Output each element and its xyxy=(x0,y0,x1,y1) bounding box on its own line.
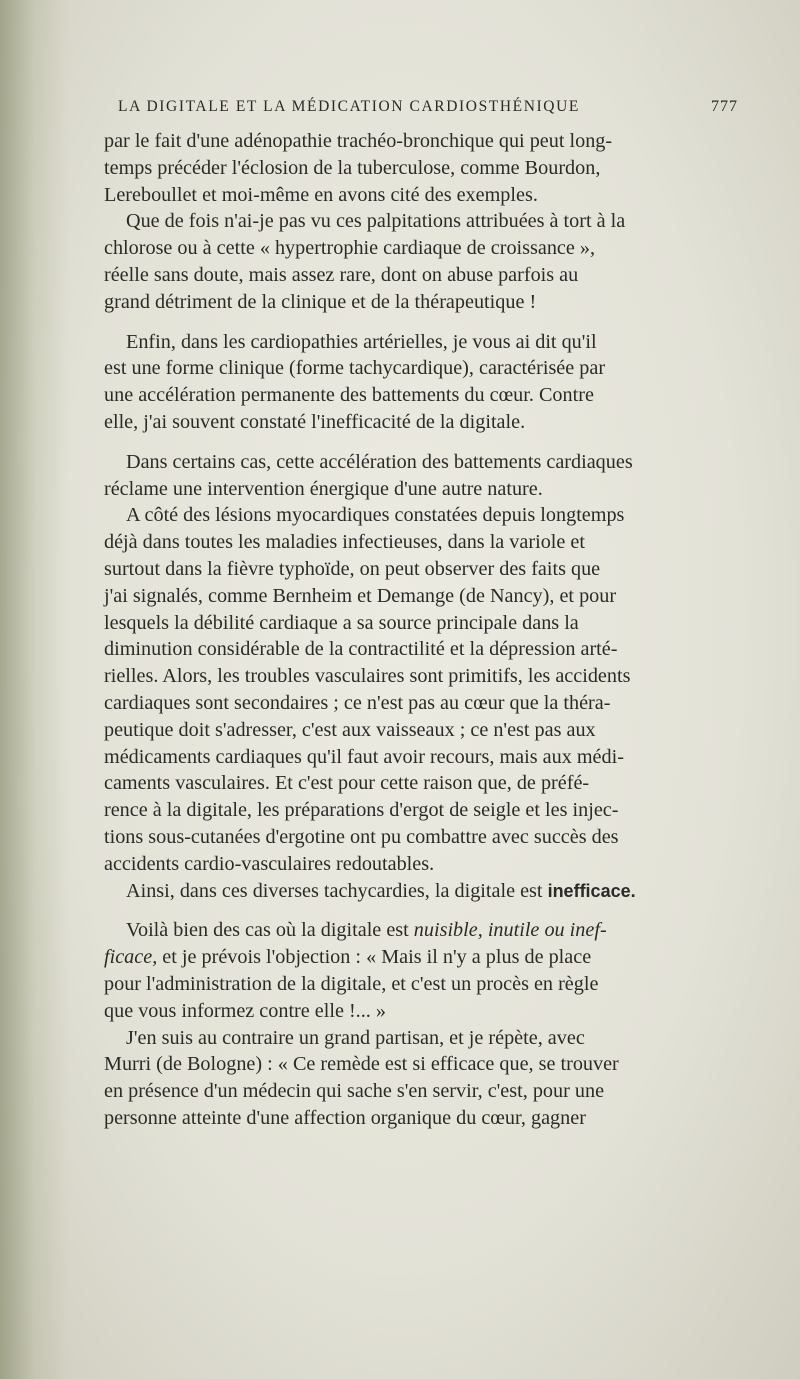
text-line: Dans certains cas, cette accélération des battements cardiaques xyxy=(126,450,633,473)
paragraph-6 xyxy=(104,878,724,905)
text-line xyxy=(104,944,724,971)
text-line: caments vasculaires. Et c'est pour cette raison que, de préfé- xyxy=(104,772,590,795)
text-line: cardiaques sont secondaires ; ce n'est pas au cœur que la théra- xyxy=(104,691,611,714)
text-run: Voilà bien des cas où la digitale est xyxy=(126,919,414,942)
text-line: est une forme clinique (forme tachycardique), caractérisée par xyxy=(104,357,606,380)
emphasis-italic: nuisible, inutile ou inef- xyxy=(413,919,607,942)
text-line: surtout dans la fièvre typhoïde, on peut observer des faits que xyxy=(104,557,601,580)
paragraph-7 xyxy=(104,917,724,1024)
text-line: réclame une intervention énergique d'une autre nature. xyxy=(104,477,543,500)
text-line xyxy=(104,917,724,944)
paragraph-1 xyxy=(104,128,724,208)
text-line: rielles. Alors, les troubles vasculaires sont primitifs, les accidents xyxy=(104,665,631,688)
text-line: A côté des lésions myocardiques constatées depuis longtemps xyxy=(126,504,625,527)
text-line: rence à la digitale, les préparations d'ergot de seigle et les injec- xyxy=(104,799,619,822)
text-line: elle, j'ai souvent constaté l'inefficacité de la digitale. xyxy=(104,410,526,433)
text-line: accidents cardio-vasculaires redoutables. xyxy=(104,852,435,875)
text-line: lesquels la débilité cardiaque a sa source principale dans la xyxy=(104,611,579,634)
text-line: J'en suis au contraire un grand partisan, et je répète, avec xyxy=(126,1026,585,1049)
text-line: en présence d'un médecin qui sache s'en servir, c'est, pour une xyxy=(104,1080,605,1103)
text-line: médicaments cardiaques qu'il faut avoir recours, mais aux médi- xyxy=(104,745,624,768)
text-line: Lereboullet et moi-même en avons cité des exemples. xyxy=(104,183,538,206)
paragraph-5 xyxy=(104,502,724,877)
text-line: Enfin, dans les cardiopathies artérielles, je vous ai dit qu'il xyxy=(126,330,597,353)
text-line: tions sous-cutanées d'ergotine ont pu combattre avec succès des xyxy=(104,825,619,848)
text-line: Que de fois n'ai-je pas vu ces palpitations attribuées à tort à la xyxy=(126,210,626,233)
text-line: réelle sans doute, mais assez rare, dont on abuse parfois au xyxy=(104,263,579,286)
text-line: personne atteinte d'une affection organique du cœur, gagner xyxy=(104,1106,586,1129)
emphasis-italic: ficace, xyxy=(104,946,158,969)
paragraph-8 xyxy=(104,1025,724,1132)
text-run: et je prévois l'objection : « Mais il n'y a plus de place xyxy=(157,946,592,969)
text-line: déjà dans toutes les maladies infectieuses, dans la variole et xyxy=(104,531,585,554)
running-head: LA DIGITALE ET LA MÉDICATION CARDIOSTHÉNIQUE xyxy=(118,98,580,115)
text-run: Ainsi, dans ces diverses tachycardies, la digitale est xyxy=(126,879,548,902)
text-line: par le fait d'une adénopathie trachéo-bronchique qui peut long- xyxy=(104,130,613,152)
text-line: temps précéder l'éclosion de la tuberculose, comme Bourdon, xyxy=(104,156,601,179)
paragraph-4 xyxy=(104,449,724,503)
text-line: peutique doit s'adresser, c'est aux vaisseaux ; ce n'est pas aux xyxy=(104,718,596,741)
text-line xyxy=(104,878,724,905)
page-number: 777 xyxy=(711,98,738,115)
paragraph-2 xyxy=(104,208,724,315)
text-line: j'ai signalés, comme Bernheim et Demange (de Nancy), et pour xyxy=(104,584,617,607)
text-line: diminution considérable de la contractilité et la dépression arté- xyxy=(104,638,618,661)
text-line: grand détriment de la clinique et de la thérapeutique ! xyxy=(104,290,537,313)
body-text xyxy=(104,128,724,1132)
page-edge-shadow xyxy=(0,0,70,1379)
text-line: une accélération permanente des battements du cœur. Contre xyxy=(104,384,594,407)
paragraph-3 xyxy=(104,329,724,436)
text-line: pour l'administration de la digitale, et c'est un procès en règle xyxy=(104,972,599,995)
text-line: que vous informez contre elle !... » xyxy=(104,999,386,1022)
page-header xyxy=(118,98,738,124)
emphasis-bold: inefficace. xyxy=(547,880,636,901)
text-line: chlorose ou à cette « hypertrophie cardiaque de croissance », xyxy=(104,237,596,260)
text-line: Murri (de Bologne) : « Ce remède est si efficace que, se trouver xyxy=(104,1053,619,1076)
